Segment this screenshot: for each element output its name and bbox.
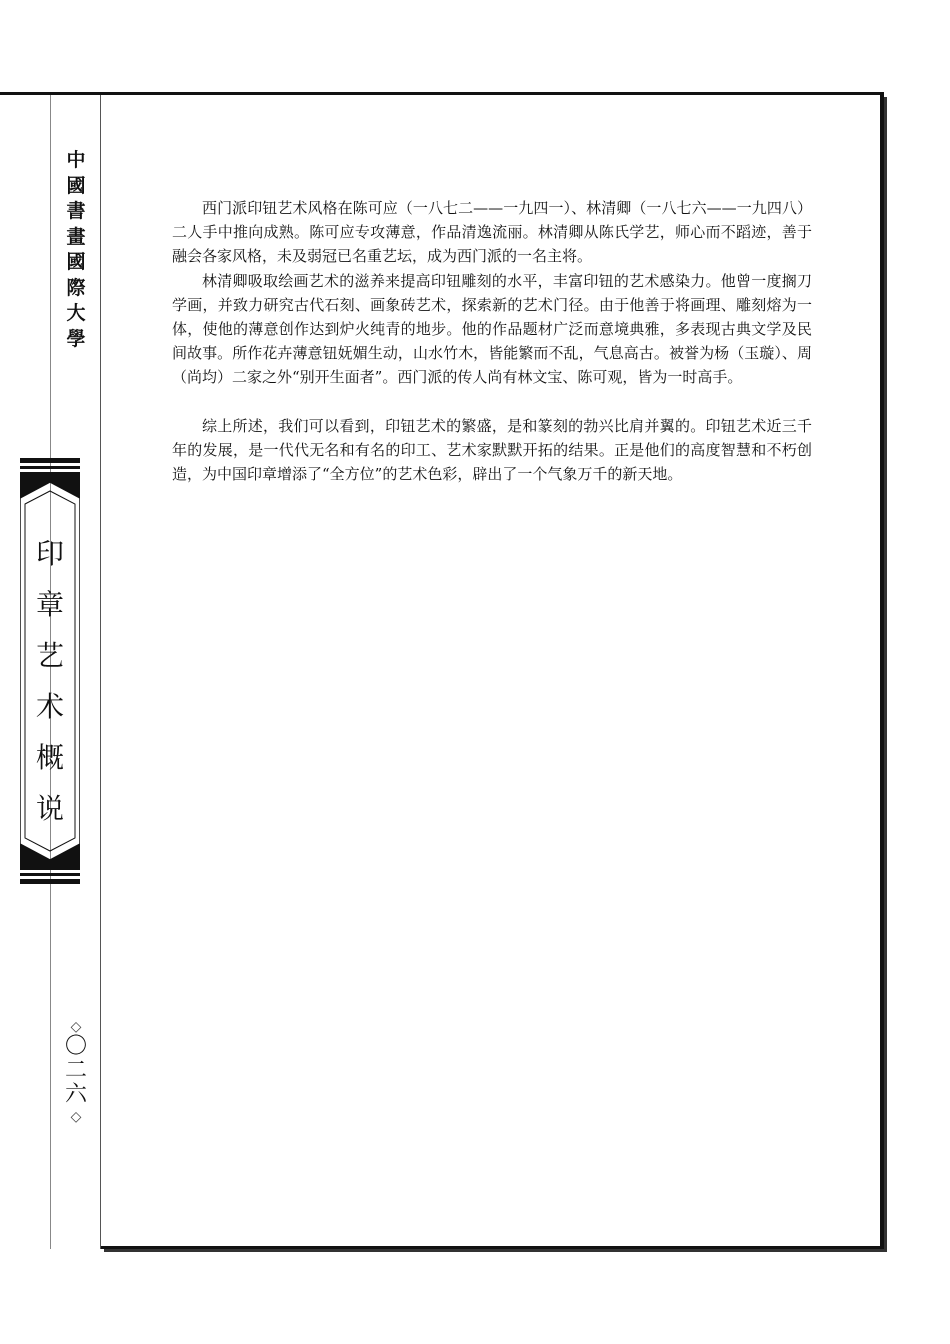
- paragraph: 综上所述，我们可以看到，印钮艺术的繁盛，是和篆刻的勃兴比肩并翼的。印钮艺术近三千年的发展，是一代代无名和有名的印工、艺术家默默开拓的结果。正是他们的高度智慧和不朽创造，为中国印章增添了“全方位”的艺术色彩，辟出了一个气象万千的新天地。: [172, 416, 812, 484]
- paragraph: 西门派印钮艺术风格在陈可应（一八七二——一九四一）、林清卿（一八七六——一九四八）二人手中推向成熟。陈可应专攻薄意，作品清逸流丽。林清卿从陈氏学艺，师心而不蹈迹，善于融会各家风格，未及弱冠已名重艺坛，成为西门派的一名主将。: [172, 199, 812, 266]
- diamond-icon: ◇: [70, 1019, 82, 1035]
- frame-bottom-shadow: [104, 1249, 887, 1252]
- series-title-char: 畫: [66, 225, 86, 248]
- book-title-char: 章: [35, 588, 64, 621]
- page-number-digit: 六: [64, 1082, 87, 1107]
- page-number-digit: 〇: [64, 1034, 87, 1059]
- page-number: [58, 1018, 94, 1126]
- diamond-icon: ◇: [70, 1109, 82, 1125]
- series-title: [60, 148, 92, 352]
- book-title-char: 术: [35, 690, 64, 723]
- series-title-char: 際: [66, 276, 86, 299]
- book-title-char: 概: [35, 741, 64, 774]
- series-title-char: 大: [66, 302, 86, 324]
- series-title-char: 國: [66, 251, 86, 273]
- series-title-char: 書: [66, 200, 86, 222]
- spine-right-rule: [100, 95, 101, 1249]
- body-text: [172, 196, 812, 486]
- series-title-char: 學: [66, 327, 86, 350]
- book-title: [20, 528, 80, 834]
- paragraph: 林清卿吸取绘画艺术的滋养来提高印钮雕刻的水平，丰富印钮的艺术感染力。他曾一度搁刀学画，并致力研究古代石刻、画象砖艺术，探索新的艺术门径。由于他善于将画理、雕刻熔为一体，使他的薄意创作达到炉火纯青的地步。他的作品题材广泛而意境典雅，多表现古典文学及民间故事。所作花卉薄意钮妩媚生动，山水竹木，皆能繁而不乱，气息高古。被誉为杨（玉璇）、周（尚均）二家之外“别开生面者”。西门派的传人尚有林文宝、陈可观，皆为一时高手。: [172, 271, 812, 387]
- frame-right-shadow: [884, 97, 887, 1252]
- series-title-char: 中: [66, 149, 86, 171]
- book-title-char: 艺: [35, 639, 64, 672]
- frame-top-border: [0, 92, 884, 95]
- book-title-char: 说: [35, 792, 64, 825]
- series-title-char: 國: [66, 174, 86, 197]
- book-title-char: 印: [35, 537, 64, 570]
- page-number-digit: 二: [64, 1058, 87, 1083]
